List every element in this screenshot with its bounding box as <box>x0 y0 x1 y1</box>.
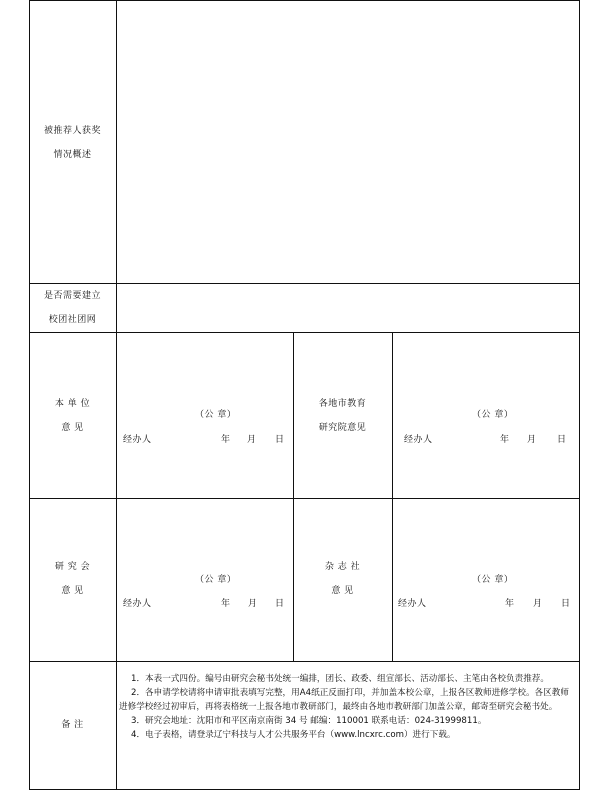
unit-year-label: 年 <box>221 435 231 445</box>
award-label <box>29 125 116 161</box>
remarks-notes <box>119 672 575 742</box>
note-item-4: 4．电子表格，请登录辽宁科技与人才公共服务平台（www.lncxrc.com）进行下载。 <box>131 730 456 740</box>
magazine-month-label: 月 <box>533 599 543 609</box>
edu-handler-label: 经办人 <box>404 435 433 445</box>
society-year-label: 年 <box>221 599 231 609</box>
unit-opinion-label <box>29 398 116 434</box>
unit-day-label: 日 <box>275 435 285 445</box>
club-label <box>29 290 116 326</box>
award-content-field[interactable] <box>117 2 578 281</box>
opinion-column-divider-b <box>392 332 393 661</box>
magazine-opinion-label <box>293 561 392 597</box>
unit-month-label: 月 <box>247 435 257 445</box>
opinion-column-divider-a <box>293 332 294 661</box>
award-label-line1: 被推荐人获奖 <box>43 126 101 136</box>
row-divider-club <box>30 332 579 333</box>
remarks-label: 备 注 <box>61 720 84 730</box>
row-divider-opinions-1 <box>30 498 579 499</box>
society-label-line2: 意 见 <box>61 586 84 596</box>
club-label-line2: 校团社团网 <box>48 315 97 325</box>
magazine-handler-label: 经办人 <box>398 599 427 609</box>
unit-label-line1: 本 单 位 <box>54 399 91 409</box>
magazine-label-line1: 杂 志 社 <box>324 562 361 572</box>
society-seal: （公 章） <box>195 575 237 585</box>
edu-day-label: 日 <box>557 435 567 445</box>
magazine-day-label: 日 <box>561 599 571 609</box>
note-item-1: 1．本表一式四份。编号由研究会秘书处统一编排，团长、政委、组宣部长、活动部长、主笔由各校负责推荐。 <box>131 674 549 684</box>
society-day-label: 日 <box>275 599 285 609</box>
magazine-seal: （公 章） <box>472 575 514 585</box>
edu-seal: （公 章） <box>472 410 514 420</box>
research-society-opinion-label <box>29 561 116 597</box>
edu-year-label: 年 <box>500 435 510 445</box>
note-item-2: 2．各申请学校请将申请审批表填写完整，用A4纸正反面打印，并加盖本校公章，上报各区教师进修学校。各区教师进修学校经过初审后，再将表格统一上报各地市教研部门，最终由各地市教研部门加盖公章，邮寄至研究会秘书处。 <box>119 688 569 712</box>
society-handler-label: 经办人 <box>123 599 152 609</box>
award-label-line2: 情况概述 <box>53 150 92 160</box>
magazine-year-label: 年 <box>505 599 515 609</box>
unit-seal: （公 章） <box>195 410 237 420</box>
society-label-line1: 研 究 会 <box>54 562 91 572</box>
note-item-3: 3．研究会地址：沈阳市和平区南京南街 34 号 邮编：110001 联系电话：024-31999811。 <box>131 716 487 726</box>
edu-label-line1: 各地市教育 <box>318 399 367 409</box>
magazine-label-line2: 意 见 <box>331 586 354 596</box>
row-divider-opinions-2 <box>30 661 579 662</box>
society-month-label: 月 <box>248 599 258 609</box>
edu-institute-opinion-label <box>293 398 392 434</box>
unit-label-line2: 意 见 <box>61 423 84 433</box>
club-label-line1: 是否需要建立 <box>43 291 101 301</box>
edu-label-line2: 研究院意见 <box>318 423 367 433</box>
unit-handler-label: 经办人 <box>123 435 152 445</box>
edu-month-label: 月 <box>527 435 537 445</box>
club-content-field[interactable] <box>117 284 578 330</box>
